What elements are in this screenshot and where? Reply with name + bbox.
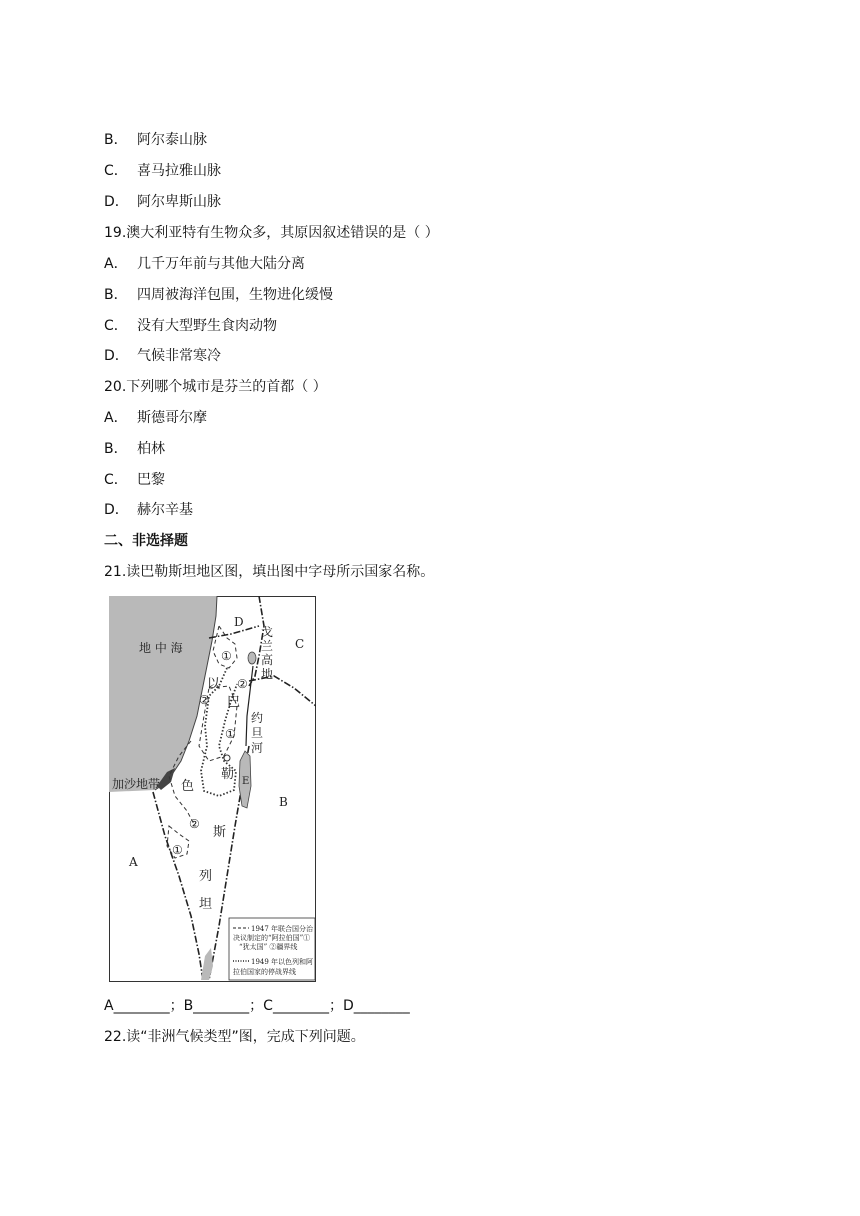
letter-d: D [234, 615, 244, 629]
option-text: 阿尔卑斯山脉 [137, 194, 221, 210]
q19-option-d [104, 347, 221, 365]
circle-1-south: ① [172, 843, 183, 857]
jordan-river-label-2: 旦 [251, 726, 264, 740]
jordan-river-label-1: 约 [251, 711, 264, 725]
gaza-label: 加沙地带 [112, 777, 161, 791]
palestine-label-2: 勒 [221, 767, 235, 782]
jordan-river-label-3: 河 [251, 741, 264, 755]
circle-2-west: ② [199, 693, 210, 707]
q19-option-a [104, 255, 305, 273]
option-letter: D． [104, 194, 129, 210]
q20-option-b [104, 440, 165, 458]
israel-label-1: 以 [207, 677, 221, 692]
option-text: 赫尔辛基 [137, 502, 193, 518]
option-letter: C． [104, 318, 128, 334]
section-heading: 二、非选择题 [104, 533, 188, 549]
option-letter: D． [104, 348, 129, 364]
golan-label-4: 地 [261, 667, 274, 681]
q20-option-a [104, 409, 207, 427]
option-text: 阿尔泰山脉 [137, 132, 207, 148]
circle-2-south: ② [189, 817, 200, 831]
q22-stem: 22.读“非洲气候类型”图，完成下列问题。 [104, 1029, 365, 1045]
option-letter: C． [104, 472, 128, 488]
legend-1947-line1: 1947 年联合国分治 [251, 925, 314, 933]
q20-option-d [104, 501, 193, 519]
legend-1947-line3: “犹太国” ②疆界线 [239, 943, 298, 951]
letter-a: A [129, 855, 138, 869]
option-text: 没有大型野生食肉动物 [137, 318, 277, 334]
golan-label-1: 戈 [261, 625, 274, 639]
option-letter: B． [104, 441, 128, 457]
q18-option-d [104, 193, 221, 211]
option-text: 巴黎 [137, 472, 165, 488]
legend-1947-line2: 决议制定的“阿拉伯国”① [233, 934, 311, 942]
golan-label-2: 兰 [261, 639, 274, 653]
legend-1949-line1: 1949 年以色列和阿 [251, 958, 314, 966]
option-letter: B． [104, 287, 128, 303]
legend-1949-line2: 拉伯国家的停战界线 [233, 968, 296, 976]
option-letter: A． [104, 410, 128, 426]
q19-option-b [104, 286, 333, 304]
option-text: 几千万年前与其他大陆分离 [137, 256, 305, 272]
palestine-map [109, 596, 316, 982]
israel-label-2: 色 [181, 779, 195, 794]
q21-answer-line: A________；B________；C________；D________ [104, 998, 410, 1014]
q18-option-c [104, 162, 221, 180]
letter-c: C [295, 637, 305, 651]
option-letter: D． [104, 502, 129, 518]
israel-label-3: 列 [199, 869, 213, 884]
q19-option-c [104, 317, 277, 335]
golan-label-3: 高 [261, 653, 274, 667]
option-text: 气候非常寒冷 [137, 348, 221, 364]
palestine-label-4: 坦 [199, 897, 213, 912]
sea-label: 地 中 海 [139, 641, 183, 655]
palestine-label-1: 巴 [227, 695, 241, 710]
q20-stem: 20.下列哪个城市是芬兰的首都（ ） [104, 379, 327, 395]
option-text: 四周被海洋包围，生物进化缓慢 [137, 287, 333, 303]
q18-option-b [104, 131, 207, 149]
letter-b: B [279, 795, 288, 809]
map-legend [229, 918, 315, 980]
circle-1-north: ① [221, 649, 232, 663]
q21-stem: 21.读巴勒斯坦地区图，填出图中字母所示国家名称。 [104, 564, 435, 580]
q20-option-c [104, 471, 165, 489]
palestine-label-3: 斯 [213, 825, 227, 840]
option-text: 喜马拉雅山脉 [137, 163, 221, 179]
option-text: 斯德哥尔摩 [137, 410, 207, 426]
option-letter: A． [104, 256, 128, 272]
option-letter: C． [104, 163, 128, 179]
circle-2-north: ② [237, 677, 248, 691]
circle-1-center: ① [225, 727, 236, 741]
letter-e: E [242, 776, 250, 787]
option-text: 柏林 [137, 441, 165, 457]
q19-stem: 19.澳大利亚特有生物众多，其原因叙述错误的是（ ） [104, 225, 439, 241]
option-letter: B． [104, 132, 128, 148]
